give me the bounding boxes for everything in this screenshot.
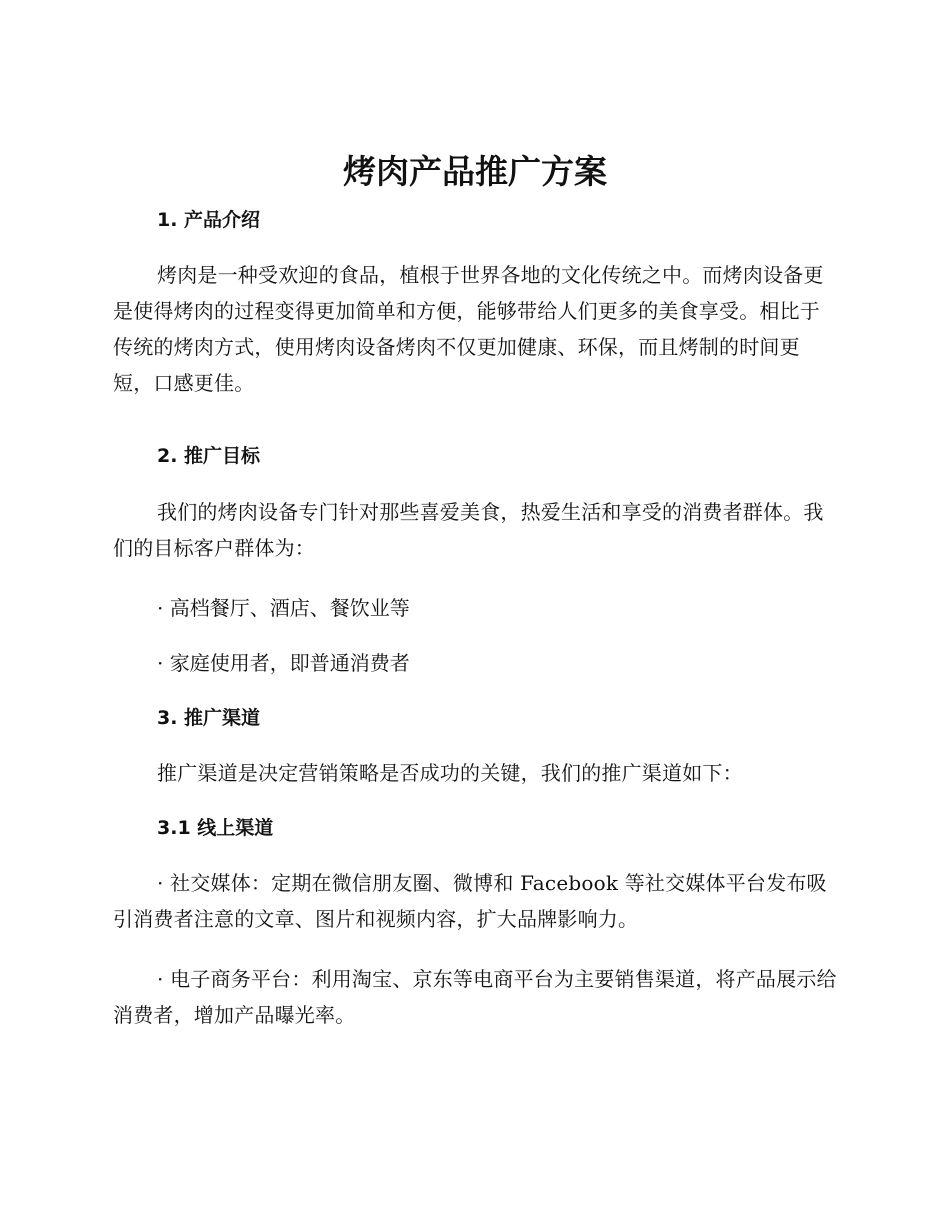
section-heading-promotion-channels: 3. 推广渠道: [157, 707, 261, 729]
document-title: 烤肉产品推广方案: [343, 152, 607, 191]
bullet-target-restaurants: · 高档餐厅、酒店、餐饮业等: [157, 596, 410, 620]
list-item-social-media: · 社交媒体：定期在微信朋友圈、微博和 Facebook 等社交媒体平台发布吸引消费者注意的文章、图片和视频内容，扩大品牌影响力。: [113, 871, 827, 931]
list-item-ecommerce: · 电子商务平台：利用淘宝、京东等电商平台为主要销售渠道，将产品展示给消费者，增加产品曝光率。: [113, 967, 837, 1027]
bullet-target-households: · 家庭使用者，即普通消费者: [157, 651, 410, 675]
paragraph-promotion-goal: 我们的烤肉设备专门针对那些喜爱美食，热爱生活和享受的消费者群体。我们的目标客户群体为：: [113, 500, 824, 560]
paragraph-promotion-channels: 推广渠道是决定营销策略是否成功的关键，我们的推广渠道如下：: [157, 761, 743, 785]
paragraph-product-intro: 烤肉是一种受欢迎的食品，植根于世界各地的文化传统之中。而烤肉设备更是使得烤肉的过程变得更加简单和方便，能够带给人们更多的美食享受。相比于传统的烤肉方式，使用烤肉设备烤肉不仅更加健康、环保，而且烤制的时间更短，口感更佳。: [113, 263, 824, 395]
section-heading-online-channels: 3.1 线上渠道: [157, 817, 274, 839]
section-heading-promotion-goal: 2. 推广目标: [157, 445, 261, 467]
section-heading-product-intro: 1. 产品介绍: [157, 209, 261, 231]
